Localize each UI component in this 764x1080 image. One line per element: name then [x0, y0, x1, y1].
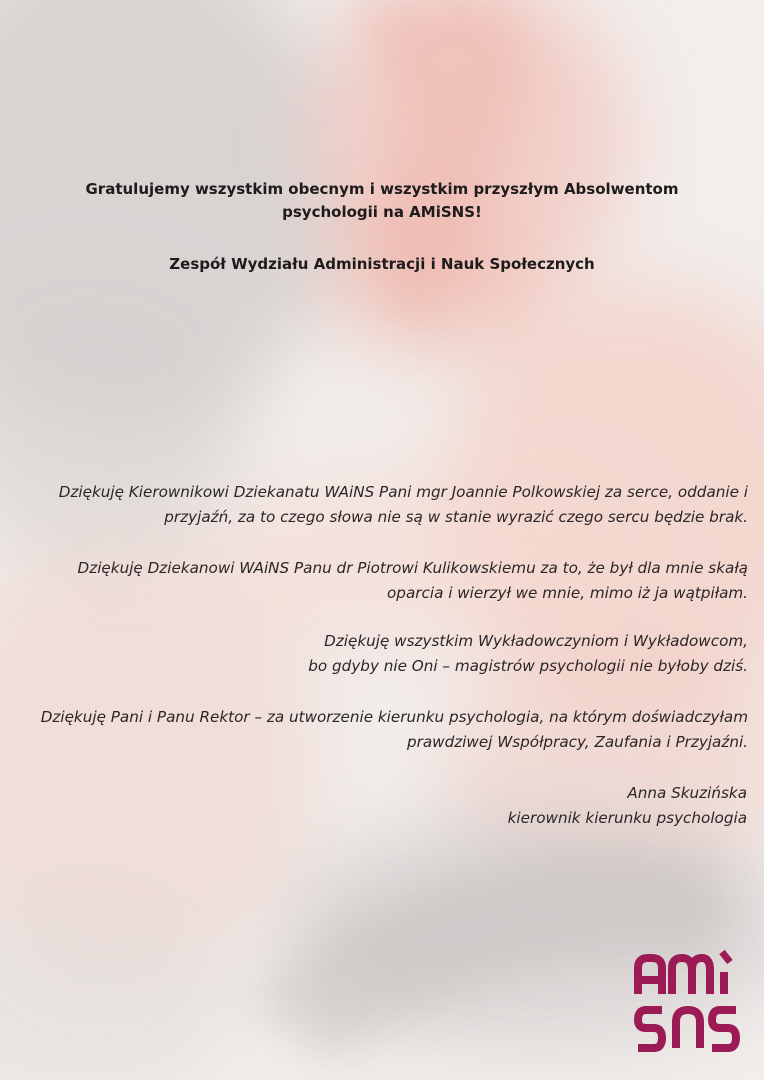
congratulations-heading: [0, 178, 764, 224]
thanks-paragraph-3: [8, 629, 748, 679]
team-name: Zespół Wydziału Administracji i Nauk Społecznych: [169, 255, 595, 273]
thanks-line: oparcia i wierzył we mnie, mimo iż ja wątpiłam.: [387, 584, 748, 602]
signature-role: kierownik kierunku psychologia: [507, 809, 747, 827]
thanks-line: Dziękuję wszystkim Wykładowczyniom i Wykładowcom,: [324, 632, 748, 650]
signature: [508, 781, 747, 831]
thanks-line: Dziękuję Dziekanowi WAiNS Panu dr Piotrowi Kulikowskiemu za to, że był dla mnie skałą: [77, 559, 748, 577]
congratulations-line-1: Gratulujemy wszystkim obecnym i wszystkim przyszłym Absolwentom: [85, 180, 679, 198]
thanks-line: Dziękuję Pani i Panu Rektor – za utworzenie kierunku psychologia, na którym doświadczyłam: [40, 708, 748, 726]
thanks-line: Dziękuję Kierownikowi Dziekanatu WAiNS Pani mgr Joannie Polkowskiej za serce, oddanie i: [58, 483, 748, 501]
thanks-line: bo gdyby nie Oni – magistrów psychologii nie byłoby dziś.: [308, 657, 748, 675]
thanks-line: przyjaźń, za to czego słowa nie są w stanie wyrazić czego sercu będzie brak.: [164, 508, 748, 526]
congratulations-line-2: psychologii na AMiSNS!: [282, 203, 482, 221]
thanks-paragraph-2: [8, 556, 748, 606]
thanks-paragraph-1: [8, 480, 748, 530]
thanks-line: prawdziwej Współpracy, Zaufania i Przyjaźni.: [406, 733, 748, 751]
amisns-logo: [632, 946, 742, 1060]
signature-name: Anna Skuzińska: [627, 784, 747, 802]
thanks-paragraph-4: [8, 705, 748, 755]
